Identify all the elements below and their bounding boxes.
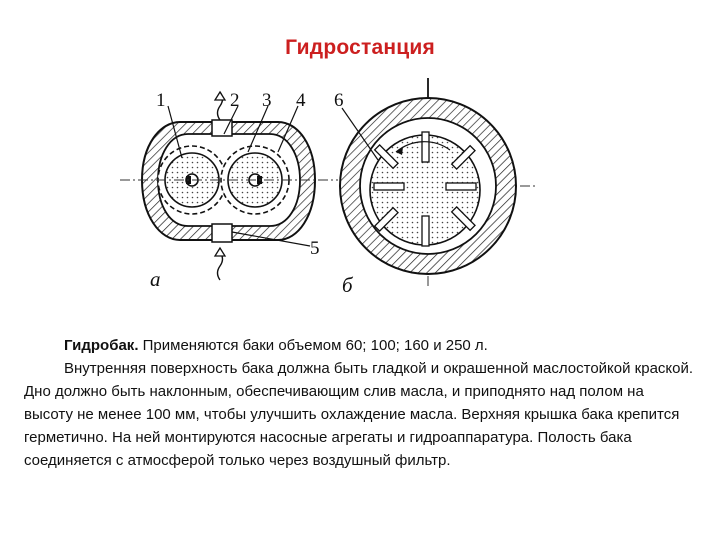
page-title: Гидростанция <box>285 36 435 59</box>
paragraph-1 <box>24 334 694 357</box>
label-5: 5 <box>310 238 320 259</box>
pump-diagram <box>120 70 560 300</box>
caption-b: б <box>342 273 353 297</box>
paragraph-1-text: Применяются баки объемом 60; 100; 160 и 250 л. <box>138 337 488 354</box>
caption-a: а <box>150 267 161 291</box>
vane-pump <box>334 78 538 297</box>
label-3: 3 <box>262 90 272 111</box>
paragraph-2: Внутренняя поверхность бака должна быть гладкой и окрашенной маслостойкой краской. Дно должно быть наклонным, обеспечивающим слив масла, и приподнято над полом на высоту не менее 100 мм, чтобы улучшить охлаждение масла. Верхняя крышка бака крепится герметично. На ней монтируются насосные агрегаты и гидроаппаратура. Полость бака соединяется с атмосферой только через воздушный фильтр. <box>24 360 694 469</box>
gear-pump <box>120 90 338 291</box>
label-1: 1 <box>156 90 166 111</box>
label-6: 6 <box>334 90 344 111</box>
label-2: 2 <box>230 90 240 111</box>
body-text <box>24 334 694 472</box>
label-4: 4 <box>296 90 306 111</box>
lead-term: Гидробак. <box>64 337 139 354</box>
